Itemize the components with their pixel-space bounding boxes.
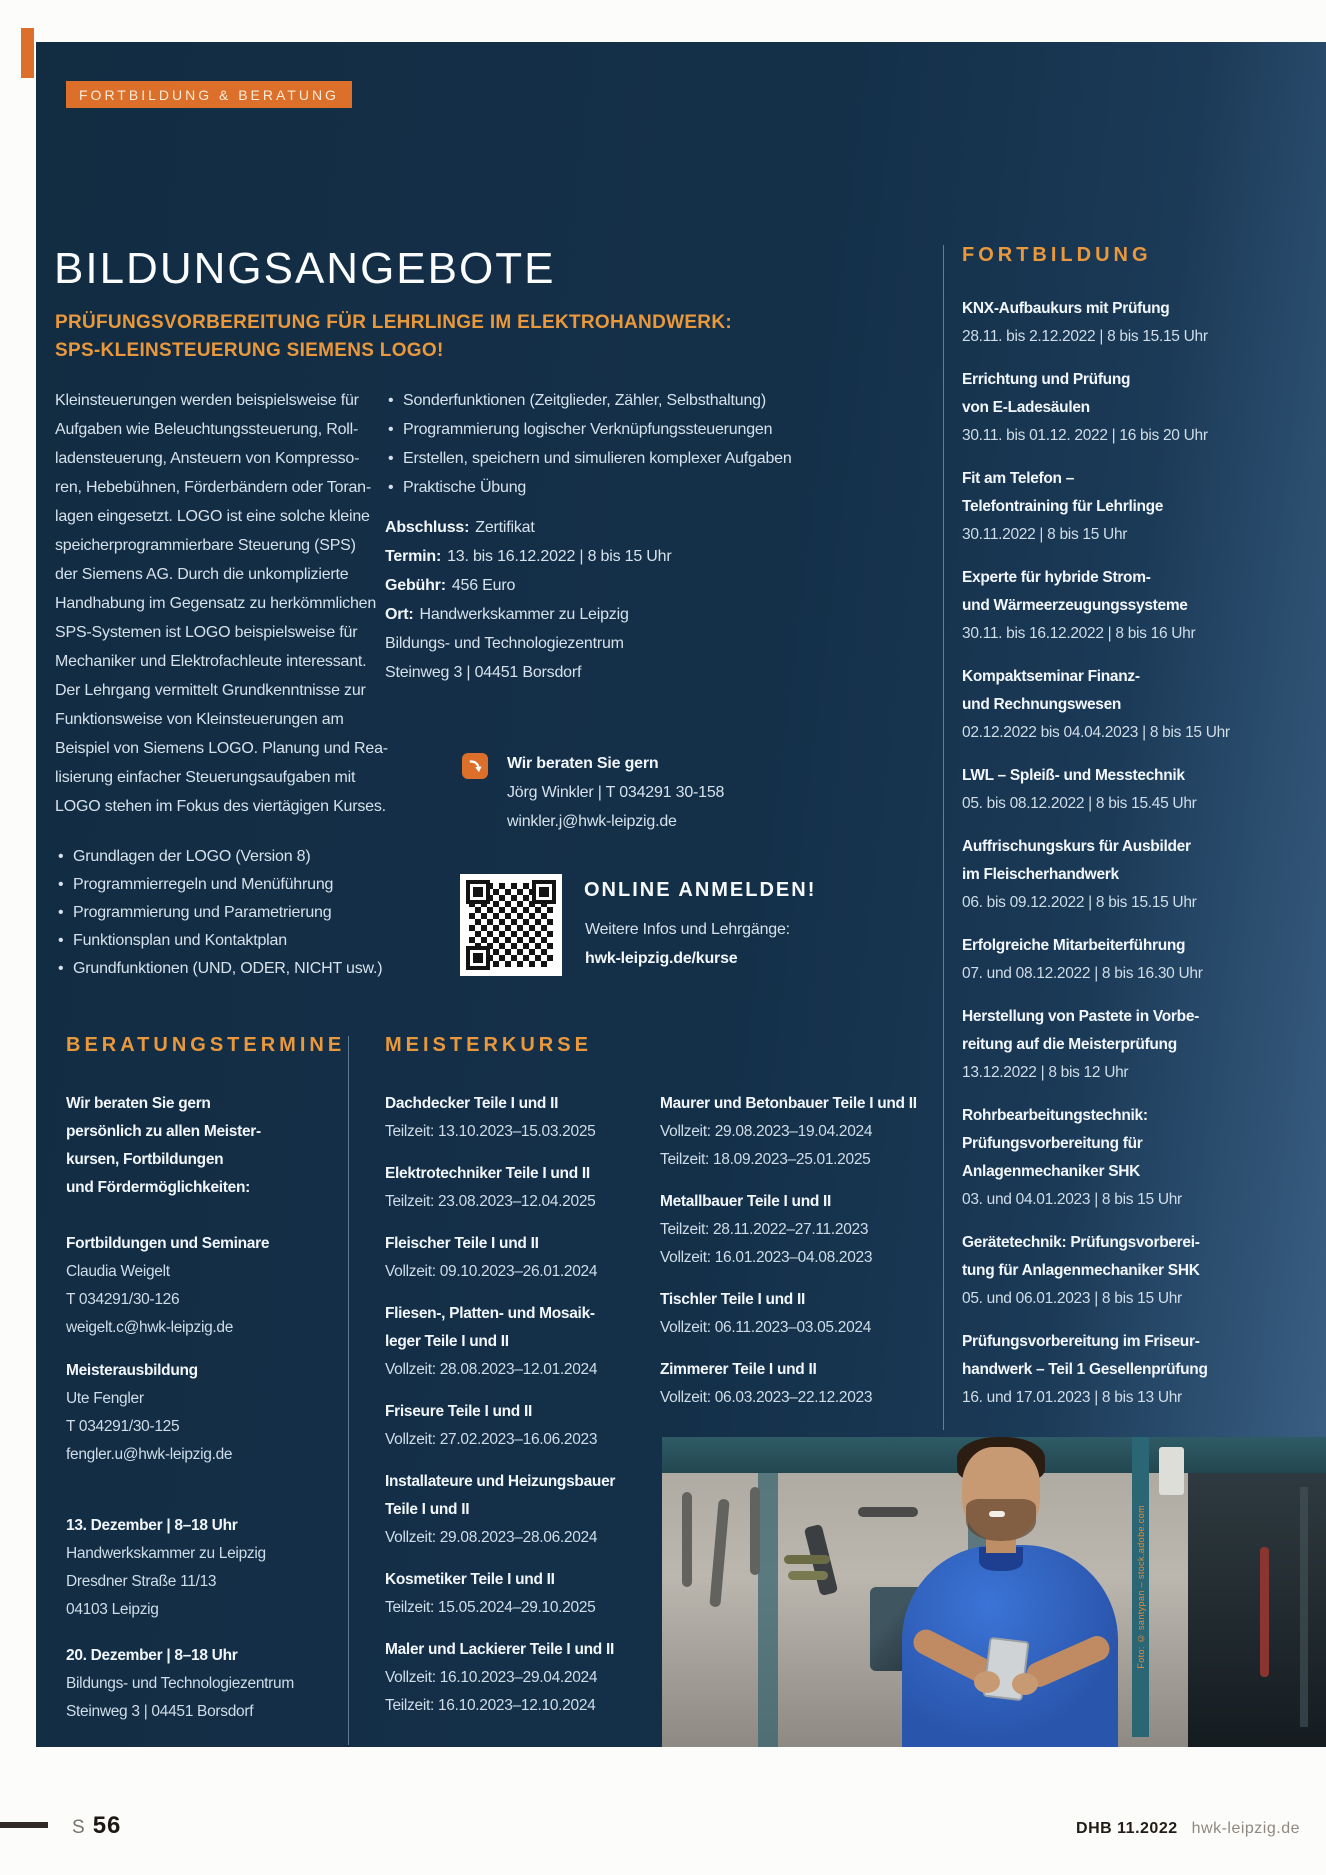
fortbildung-date: 13.12.2022 | 8 bis 12 Uhr: [962, 1064, 1129, 1081]
course-title: Tischler Teile I und II: [660, 1291, 805, 1308]
fortbildung-item: [962, 762, 1320, 818]
article-bullet-list-left: [55, 843, 400, 983]
fortbildung-item: [962, 932, 1320, 988]
course-dates: Vollzeit: 09.10.2023–26.01.2024: [385, 1263, 598, 1280]
course-item: [385, 1230, 657, 1286]
fortbildung-title: LWL – Spleiß- und Messtechnik: [962, 767, 1185, 784]
fortbildung-date: 30.11. bis 01.12. 2022 | 16 bis 20 Uhr: [962, 427, 1208, 444]
course-dates: Vollzeit: 29.08.2023–19.04.2024 Teilzeit: 18.09.2023–25.01.2025: [660, 1123, 873, 1168]
online-courses-link[interactable]: hwk-leipzig.de/kurse: [585, 950, 738, 967]
beratung-block: [66, 1357, 346, 1469]
course-item: [385, 1636, 657, 1720]
contact-heading: Wir beraten Sie gern: [507, 755, 659, 772]
contact-email[interactable]: winkler.j@hwk-leipzig.de: [507, 813, 677, 830]
course-title: Dachdecker Teile I und II: [385, 1095, 559, 1112]
fortbildung-title: Herstellung von Pastete in Vorbe- reitung auf die Meisterprüfung: [962, 1008, 1200, 1053]
issue-label: DHB 11.2022: [1076, 1820, 1178, 1837]
detail-label: Termin:: [385, 548, 442, 565]
photo-man-smile: [989, 1511, 1005, 1517]
fortbildung-title: Auffrischungskurs für Ausbilder im Fleischerhandwerk: [962, 838, 1191, 883]
fortbildung-title: KNX-Aufbaukurs mit Prüfung: [962, 300, 1170, 317]
qr-finder-pattern: [466, 880, 490, 904]
website-label[interactable]: hwk-leipzig.de: [1191, 1820, 1300, 1837]
course-item: [385, 1468, 657, 1552]
curved-arrow-icon: [462, 753, 488, 779]
bullet-item: • Erstellen, speichern und simulieren komplexer Aufgaben: [385, 444, 815, 473]
beratung-block: [66, 1512, 346, 1624]
course-item: [660, 1356, 946, 1412]
beratung-block: [66, 1230, 346, 1342]
qr-code[interactable]: [460, 874, 562, 976]
detail-value: Handwerkskammer zu Leipzig Bildungs- und Technologiezentrum Steinweg 3 | 04451 Borsdorf: [385, 606, 629, 681]
fortbildung-item: [962, 663, 1320, 747]
course-title: Maurer und Betonbauer Teile I und II: [660, 1095, 917, 1112]
fortbildung-title: Erfolgreiche Mitarbeiterführung: [962, 937, 1186, 954]
bullet-item: • Programmierung und Parametrierung: [55, 899, 400, 927]
photo-man-beard: [966, 1499, 1036, 1541]
corner-orange-mark: [21, 28, 34, 78]
course-dates: Teilzeit: 15.05.2024–29.10.2025: [385, 1599, 596, 1616]
article-subtitle: PRÜFUNGSVORBEREITUNG FÜR LEHRLINGE IM ELEKTROHANDWERK: SPS-KLEINSTEUERUNG SIEMENS LOGO!: [55, 312, 732, 361]
course-title: Zimmerer Teile I und II: [660, 1361, 817, 1378]
beratung-intro: Wir beraten Sie gern persönlich zu allen Meister- kursen, Fortbildungen und Fördermöglichkeiten:: [66, 1095, 261, 1196]
fortbildung-item: [962, 295, 1320, 351]
course-title: Metallbauer Teile I und II: [660, 1193, 832, 1210]
course-title: Fleischer Teile I und II: [385, 1235, 539, 1252]
course-dates: Teilzeit: 23.08.2023–12.04.2025: [385, 1193, 596, 1210]
fortbildung-title: Rohrbearbeitungstechnik: Prüfungsvorbereitung für Anlagenmechaniker SHK: [962, 1107, 1148, 1180]
course-dates: Vollzeit: 28.08.2023–12.01.2024: [385, 1361, 598, 1378]
fortbildung-date: 28.11. bis 2.12.2022 | 8 bis 15.15 Uhr: [962, 328, 1208, 345]
fortbildung-item: [962, 465, 1320, 549]
course-title: Friseure Teile I und II: [385, 1403, 532, 1420]
meisterkurse-column-1: [385, 1090, 657, 1734]
detail-label: Ort:: [385, 606, 414, 623]
qr-finder-pattern: [466, 946, 490, 970]
course-item: [385, 1300, 657, 1384]
fortbildung-item: [962, 366, 1320, 450]
bullet-item: • Praktische Übung: [385, 473, 815, 502]
beratung-block-lines: Ute Fengler T 034291/30-125 fengler.u@hwk-leipzig.de: [66, 1390, 233, 1463]
fortbildung-item: [962, 1229, 1320, 1313]
page-number-value: 56: [92, 1812, 122, 1839]
fortbildung-date: 02.12.2022 bis 04.04.2023 | 8 bis 15 Uhr: [962, 724, 1230, 741]
course-item: [385, 1090, 657, 1146]
detail-row: [385, 542, 815, 571]
course-title: Maler und Lackierer Teile I und II: [385, 1641, 614, 1658]
course-details: [385, 513, 815, 687]
contact-phone: Jörg Winkler | T 034291 30-158: [507, 784, 725, 801]
detail-value: Zertifikat: [475, 519, 535, 536]
course-dates: Vollzeit: 27.02.2023–16.06.2023: [385, 1431, 598, 1448]
bullet-item: • Funktionsplan und Kontaktplan: [55, 927, 400, 955]
footer-dash: [0, 1822, 48, 1828]
section-tag: [66, 81, 352, 108]
fortbildung-item: [962, 1102, 1320, 1214]
photo-shelf-slat: [1300, 1487, 1308, 1727]
photo-credit-text: Foto: © santypan – stock.adobe.com: [1135, 1505, 1146, 1669]
course-item: [385, 1398, 657, 1454]
course-item: [385, 1566, 657, 1622]
photo-tool: [709, 1499, 729, 1608]
page-prefix: S: [72, 1817, 85, 1838]
beratung-block-lines: Bildungs- und Technologiezentrum Steinweg 3 | 04451 Borsdorf: [66, 1675, 294, 1720]
beratung-block-title: Fortbildungen und Seminare: [66, 1235, 270, 1252]
article-intro: Kleinsteuerungen werden beispielsweise für Aufgaben wie Beleuchtungssteuerung, Roll- ladensteuerung, Ansteuern von Kompresso- ren, Hebebühnen, Förderbändern oder Toran- lagen eingesetzt. LOGO ist eine solche kleine speicherprogrammierbare Steuerung (SPS) der Siemens AG. Durch die unkomplizierte Handhabung im Gegensatz zu herkömmlichen SPS-Systemen ist LOGO beispielsweise für Mechaniker und Elektrofachleute interessant. Der Lehrgang vermittelt Grundkenntnisse zur Funktionsweise von Kleinsteuerungen am Beispiel von Siemens LOGO. Planung und Rea- lisierung einfacher Steuerungsaufgaben mit LOGO stehen im Fokus des viertägigen Kurses.: [55, 392, 388, 815]
beratung-block-lines: Claudia Weigelt T 034291/30-126 weigelt.c@hwk-leipzig.de: [66, 1263, 234, 1336]
course-title: Elektrotechniker Teile I und II: [385, 1165, 590, 1182]
online-info-text: Weitere Infos und Lehrgänge:: [585, 921, 790, 938]
course-title: Fliesen-, Platten- und Mosaik- leger Teile I und II: [385, 1305, 595, 1350]
course-dates: Teilzeit: 28.11.2022–27.11.2023 Vollzeit: 16.01.2023–04.08.2023: [660, 1221, 873, 1266]
fortbildung-item: [962, 833, 1320, 917]
detail-row: [385, 513, 815, 542]
bullet-item: • Grundfunktionen (UND, ODER, NICHT usw.): [55, 955, 400, 983]
beratung-column: [66, 1090, 346, 1726]
detail-label: Abschluss:: [385, 519, 470, 536]
photo-tool: [788, 1571, 828, 1580]
course-dates: Vollzeit: 29.08.2023–28.06.2024: [385, 1529, 598, 1546]
course-item: [660, 1286, 946, 1342]
photo-tool: [750, 1487, 760, 1575]
beratung-block: [66, 1642, 346, 1726]
fortbildung-item: [962, 1003, 1320, 1087]
bullet-item: • Sonderfunktionen (Zeitglieder, Zähler, Selbsthaltung): [385, 386, 815, 415]
online-register-heading: ONLINE ANMELDEN!: [584, 879, 817, 901]
bullet-item: • Programmierung logischer Verknüpfungssteuerungen: [385, 415, 815, 444]
photo-hose: [1260, 1547, 1269, 1677]
detail-row: [385, 600, 815, 687]
column-divider: [348, 1036, 349, 1745]
fortbildung-date: 16. und 17.01.2023 | 8 bis 13 Uhr: [962, 1389, 1182, 1406]
fortbildung-item: [962, 1328, 1320, 1412]
course-dates: Vollzeit: 16.10.2023–29.04.2024 Teilzeit: 16.10.2023–12.10.2024: [385, 1669, 598, 1714]
course-dates: Vollzeit: 06.11.2023–03.05.2024: [660, 1319, 872, 1336]
meisterkurse-heading: MEISTERKURSE: [385, 1034, 592, 1056]
course-item: [660, 1188, 946, 1272]
article-bullet-list-right: [385, 386, 815, 502]
meisterkurse-column-2: [660, 1090, 946, 1426]
fortbildung-title: Errichtung und Prüfung von E-Ladesäulen: [962, 371, 1131, 416]
course-title: Installateure und Heizungsbauer Teile I und II: [385, 1473, 616, 1518]
arrow-down-right-glyph: [466, 757, 484, 775]
fortbildung-date: 03. und 04.01.2023 | 8 bis 15 Uhr: [962, 1191, 1182, 1208]
fortbildung-heading: FORTBILDUNG: [962, 244, 1152, 266]
fortbildung-title: Experte für hybride Strom- und Wärmeerzeugungssysteme: [962, 569, 1188, 614]
photo-credit-strip: [1132, 1437, 1149, 1737]
detail-value: 13. bis 16.12.2022 | 8 bis 15 Uhr: [447, 548, 672, 565]
footer-right: [1076, 1820, 1300, 1838]
fortbildung-title: Gerätetechnik: Prüfungsvorberei- tung für Anlagenmechaniker SHK: [962, 1234, 1200, 1279]
page-number: [72, 1812, 121, 1840]
photo-tool: [858, 1507, 918, 1517]
fortbildung-date: 30.11.2022 | 8 bis 15 Uhr: [962, 526, 1128, 543]
contact-block: [507, 749, 724, 836]
beratung-block-lines: Handwerkskammer zu Leipzig Dresdner Straße 11/13 04103 Leipzig: [66, 1545, 266, 1618]
course-dates: Teilzeit: 13.10.2023–15.03.2025: [385, 1123, 596, 1140]
fortbildung-date: 06. bis 09.12.2022 | 8 bis 15.15 Uhr: [962, 894, 1197, 911]
workshop-photo: [662, 1437, 1326, 1747]
fortbildung-title: Kompaktseminar Finanz- und Rechnungswesen: [962, 668, 1140, 713]
fortbildung-title: Prüfungsvorbereitung im Friseur- handwerk – Teil 1 Gesellenprüfung: [962, 1333, 1208, 1378]
fortbildung-date: 30.11. bis 16.12.2022 | 8 bis 16 Uhr: [962, 625, 1196, 642]
beratung-block-title: 20. Dezember | 8–18 Uhr: [66, 1647, 238, 1664]
course-dates: Vollzeit: 06.03.2023–22.12.2023: [660, 1389, 873, 1406]
photo-lamp: [1159, 1447, 1184, 1495]
beratung-block-title: 13. Dezember | 8–18 Uhr: [66, 1517, 238, 1534]
qr-finder-pattern: [532, 880, 556, 904]
bullet-item: • Grundlagen der LOGO (Version 8): [55, 843, 400, 871]
photo-beam: [758, 1473, 778, 1747]
course-item: [385, 1160, 657, 1216]
detail-label: Gebühr:: [385, 577, 446, 594]
page-title: BILDUNGSANGEBOTE: [54, 244, 556, 293]
fortbildung-title: Fit am Telefon – Telefontraining für Lehrlinge: [962, 470, 1164, 515]
course-title: Kosmetiker Teile I und II: [385, 1571, 555, 1588]
course-item: [660, 1090, 946, 1174]
fortbildung-date: 05. bis 08.12.2022 | 8 bis 15.45 Uhr: [962, 795, 1197, 812]
detail-value: 456 Euro: [451, 577, 516, 594]
bullet-item: • Programmierregeln und Menüführung: [55, 871, 400, 899]
photo-tool: [682, 1492, 692, 1587]
photo-man-hand: [1012, 1673, 1038, 1695]
section-tag-label: FORTBILDUNG & BERATUNG: [79, 86, 339, 103]
beratung-block-title: Meisterausbildung: [66, 1362, 198, 1379]
beratung-heading: BERATUNGSTERMINE: [66, 1034, 346, 1056]
fortbildung-date: 07. und 08.12.2022 | 8 bis 16.30 Uhr: [962, 965, 1203, 982]
fortbildung-date: 05. und 06.01.2023 | 8 bis 15 Uhr: [962, 1290, 1182, 1307]
photo-man-hand: [974, 1671, 1000, 1693]
photo-tool: [784, 1555, 830, 1564]
fortbildung-sidebar: [962, 295, 1320, 1426]
fortbildung-item: [962, 564, 1320, 648]
detail-row: [385, 571, 815, 600]
